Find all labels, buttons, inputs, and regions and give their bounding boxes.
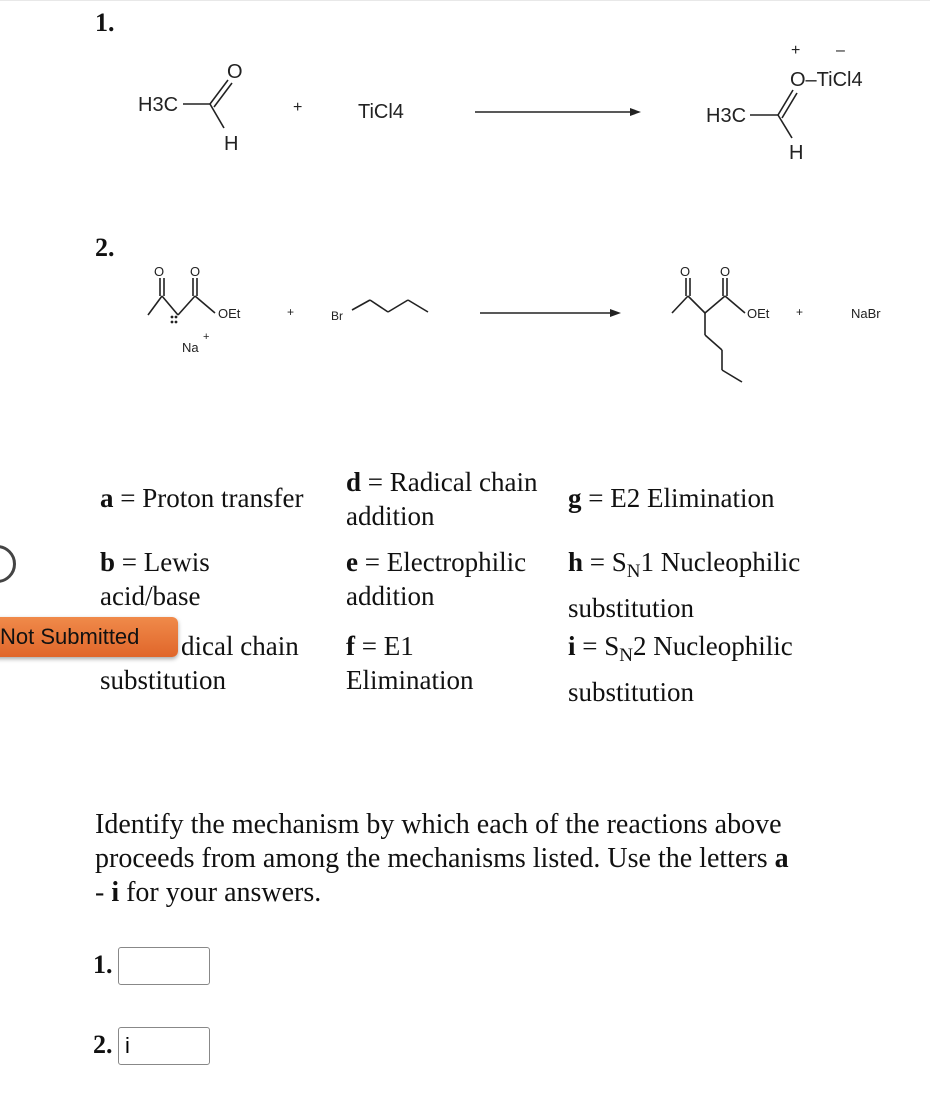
- r1-product-h3c: H3C: [706, 105, 747, 127]
- lone-pair-dot-2: [175, 316, 178, 319]
- r2-sodium-charge: +: [203, 331, 210, 343]
- prompt-bold-a: a: [774, 843, 789, 874]
- r1-bond-ch: [210, 104, 224, 128]
- r1-product-h: H: [789, 142, 804, 164]
- legend-f-letter: f: [346, 631, 355, 661]
- reaction-1-arrow-head: [630, 108, 641, 116]
- legend-e-line1: = Electrophilic: [357, 547, 527, 577]
- lone-pair-dot-1: [171, 316, 174, 319]
- legend-h-letter: h: [568, 547, 584, 577]
- legend-f: [346, 629, 474, 697]
- r2p-chain-2: [705, 335, 722, 350]
- r1-charge-minus: –: [836, 42, 845, 59]
- r2-oxygen-2: O: [190, 264, 201, 279]
- legend-c-line1: dical chain: [181, 631, 299, 661]
- not-submitted-status-tab[interactable]: Not Submitted: [0, 617, 178, 657]
- r2-plus-2: +: [796, 305, 804, 319]
- legend-i-post: 2 Nucleophilic: [633, 631, 793, 661]
- prompt-part1: Identify the mechanism by which each of the reactions above proceeds from among the mechanisms listed. Use the letters: [95, 809, 782, 874]
- r2p-bond-4: [725, 296, 745, 313]
- answer-2-label: 2.: [93, 1030, 113, 1059]
- prompt-bold-i: i: [111, 877, 120, 908]
- r1-product-bond-ch: [778, 115, 792, 138]
- legend-h-sub: N: [626, 561, 641, 582]
- legend-b-line2: acid/base: [100, 581, 201, 611]
- legend-i-pre: = S: [575, 631, 620, 661]
- reaction-2-number: 2.: [95, 233, 115, 262]
- r1-reagent-ticl4: TiCl4: [358, 101, 404, 123]
- r2-bond-1: [148, 296, 162, 315]
- r2-plus-1: +: [287, 305, 295, 319]
- r2-product-oxygen-1: O: [680, 264, 691, 279]
- legend-a-text: = Proton transfer: [113, 483, 304, 513]
- answer-2-input[interactable]: [118, 1027, 210, 1065]
- answer-1-label: 1.: [93, 950, 113, 979]
- legend-g-letter: g: [568, 483, 582, 513]
- legend-e-line2: addition: [346, 581, 435, 611]
- r2-product-oxygen-2: O: [720, 264, 731, 279]
- legend-f-line2: Elimination: [346, 665, 474, 695]
- r1-plus: +: [293, 99, 303, 116]
- r2-sodium: Na: [182, 340, 199, 355]
- lone-pair-dot-3: [171, 321, 174, 324]
- legend-e: [346, 545, 526, 613]
- legend-g: [568, 481, 774, 515]
- legend-h-pre: = S: [583, 547, 627, 577]
- legend-d-line2: addition: [346, 501, 435, 531]
- r2-bond-2: [162, 296, 178, 315]
- legend-h: [568, 541, 800, 629]
- lone-pair-dot-4: [175, 321, 178, 324]
- r2p-bond-1: [672, 296, 688, 313]
- question-prompt: [95, 808, 855, 910]
- r1-carbonyl-h: H: [224, 133, 239, 155]
- legend-h-line2: substitution: [568, 593, 695, 623]
- legend-a: [100, 481, 303, 515]
- legend-i-letter: i: [568, 631, 576, 661]
- legend-b-line1: = Lewis: [115, 547, 210, 577]
- r2-bond-4: [195, 296, 215, 313]
- answer-1-input[interactable]: [118, 947, 210, 985]
- reaction-1-number: 1.: [95, 8, 115, 37]
- legend-b-letter: b: [100, 547, 116, 577]
- r1-carbonyl-o: O: [227, 61, 243, 83]
- legend-a-letter: a: [100, 483, 114, 513]
- r2-br-bond-4: [408, 300, 428, 312]
- r2-oxygen-1: O: [154, 264, 165, 279]
- legend-d: [346, 465, 537, 533]
- r2p-bond-2: [688, 296, 705, 313]
- legend-h-post: 1 Nucleophilic: [640, 547, 801, 577]
- legend-f-line1: = E1: [355, 631, 414, 661]
- prompt-part3: for your answers.: [119, 877, 322, 908]
- r2-bromine: Br: [331, 309, 343, 323]
- r1-product-o-ticl4: O–TiCl4: [790, 69, 863, 91]
- legend-d-letter: d: [346, 467, 362, 497]
- legend-b: [100, 545, 210, 613]
- r2p-bond-3: [705, 296, 725, 313]
- legend-g-text: = E2 Elimination: [581, 483, 775, 513]
- r2-product-oet: OEt: [747, 306, 770, 321]
- r2-bond-3: [178, 296, 195, 315]
- r1-charge-plus: +: [791, 42, 801, 59]
- r2-br-bond-3: [388, 300, 408, 312]
- r1-reactant-h3c: H3C: [138, 94, 179, 116]
- legend-i-sub: N: [619, 645, 633, 666]
- legend-i: [568, 625, 793, 713]
- r2p-chain-4: [722, 370, 742, 382]
- legend-i-line2: substitution: [568, 677, 695, 707]
- legend-c-line2: substitution: [100, 665, 227, 695]
- legend-d-line1: = Radical chain: [361, 467, 538, 497]
- r2-br-bond-2: [370, 300, 388, 312]
- reaction-2-arrow-head: [610, 309, 621, 317]
- r2-br-bond-1: [352, 300, 370, 310]
- r2-product-nabr: NaBr: [851, 306, 881, 321]
- legend-e-letter: e: [346, 547, 358, 577]
- r2-oet: OEt: [218, 306, 241, 321]
- prompt-part2: -: [95, 877, 112, 908]
